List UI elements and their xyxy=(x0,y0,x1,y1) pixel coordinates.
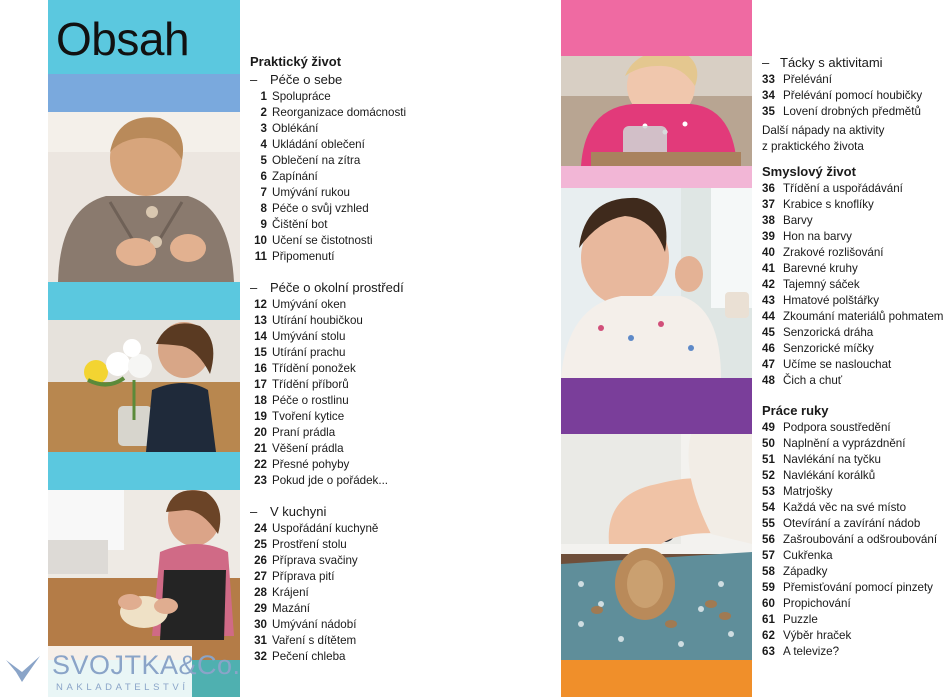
toc-entry-number: 9 xyxy=(260,218,267,231)
toc-entry xyxy=(762,580,946,596)
toc-entry xyxy=(250,585,550,601)
group-heading-kitchen: – V kuchyni xyxy=(250,504,327,519)
photo-child-nutcracker xyxy=(561,434,752,660)
toc-entry-label: Třídění a uspořádávání xyxy=(783,182,903,195)
toc-entry xyxy=(762,72,946,88)
toc-entry-label: Naplnění a vyprázdnění xyxy=(783,437,906,450)
toc-entry-label: Věšení prádla xyxy=(272,442,344,455)
toc-entry-label: Umývání stolu xyxy=(272,330,346,343)
toc-entry xyxy=(250,201,550,217)
toc-group-self-care xyxy=(250,89,550,265)
toc-entry-number: 5 xyxy=(260,154,267,167)
toc-entry xyxy=(762,484,946,500)
toc-entry-label: Barevné kruhy xyxy=(783,262,858,275)
toc-entry-number: 18 xyxy=(254,394,267,407)
toc-entry-number: 25 xyxy=(254,538,267,551)
toc-entry-number: 38 xyxy=(762,214,775,227)
toc-entry-number: 48 xyxy=(762,374,775,387)
toc-entry-number: 59 xyxy=(762,581,775,594)
toc-entry xyxy=(762,596,946,612)
toc-entry-label: Cukřenka xyxy=(783,549,833,562)
toc-entry xyxy=(762,309,946,325)
toc-entry-number: 61 xyxy=(762,613,775,626)
toc-entry xyxy=(762,325,946,341)
cyan-band-2 xyxy=(48,452,240,490)
publisher-tagline: NAKLADATELSTVÍ xyxy=(56,682,189,693)
toc-entry-number: 43 xyxy=(762,294,775,307)
toc-entry-label: Senzorická dráha xyxy=(783,326,874,339)
blue-band xyxy=(48,74,240,112)
toc-entry-label: Péče o rostlinu xyxy=(272,394,349,407)
toc-entry xyxy=(250,537,550,553)
toc-entry xyxy=(762,612,946,628)
toc-entry-label: Třídění příborů xyxy=(272,378,349,391)
toc-entry xyxy=(250,137,550,153)
toc-entry-number: 49 xyxy=(762,421,775,434)
toc-entry xyxy=(762,88,946,104)
toc-entry-number: 7 xyxy=(260,186,267,199)
toc-entry-number: 56 xyxy=(762,533,775,546)
toc-entry-number: 31 xyxy=(254,634,267,647)
toc-entry xyxy=(250,521,550,537)
toc-entry-label: Každá věc na své místo xyxy=(783,501,907,514)
toc-entry-label: Utírání prachu xyxy=(272,346,346,359)
toc-entry-label: Péče o svůj vzhled xyxy=(272,202,369,215)
toc-entry xyxy=(762,373,946,389)
toc-entry-label: Puzzle xyxy=(783,613,818,626)
toc-entry-number: 50 xyxy=(762,437,775,450)
toc-entry-number: 12 xyxy=(254,298,267,311)
toc-entry-label: Podpora soustředění xyxy=(783,421,891,434)
toc-entry-label: Vaření s dítětem xyxy=(272,634,357,647)
toc-entry-number: 22 xyxy=(254,458,267,471)
toc-group-activity-trays xyxy=(762,72,946,120)
toc-entry-number: 63 xyxy=(762,645,775,658)
toc-entry-number: 62 xyxy=(762,629,775,642)
toc-entry-label: Barvy xyxy=(783,214,813,227)
toc-entry-label: Oblečení na zítra xyxy=(272,154,361,167)
toc-entry-number: 27 xyxy=(254,570,267,583)
toc-entry xyxy=(762,420,946,436)
toc-entry xyxy=(762,564,946,580)
toc-entry-label: Přesné pohyby xyxy=(272,458,350,471)
photo-child-flowers xyxy=(48,320,240,452)
photo-child-dough xyxy=(48,490,240,660)
swallow-logo-icon xyxy=(4,654,42,684)
toc-entry-label: Praní prádla xyxy=(272,426,336,439)
toc-entry-label: Zrakové rozlišování xyxy=(783,246,884,259)
toc-entry-label: Západky xyxy=(783,565,828,578)
toc-entry-number: 51 xyxy=(762,453,775,466)
toc-entry-label: Propichování xyxy=(783,597,851,610)
toc-entry-number: 40 xyxy=(762,246,775,259)
toc-entry-number: 8 xyxy=(260,202,267,215)
toc-entry xyxy=(762,468,946,484)
toc-entry xyxy=(250,457,550,473)
orange-band xyxy=(561,660,752,697)
toc-entry-number: 20 xyxy=(254,426,267,439)
toc-entry-number: 16 xyxy=(254,362,267,375)
toc-entry-number: 39 xyxy=(762,230,775,243)
toc-entry-label: Připomenutí xyxy=(272,250,335,263)
toc-entry-number: 46 xyxy=(762,342,775,355)
toc-entry-label: Pečení chleba xyxy=(272,650,346,663)
right-toc-column xyxy=(762,54,946,660)
purple-band xyxy=(561,378,752,434)
toc-entry-label: Zapínání xyxy=(272,170,318,183)
note-more-ideas-line2: z praktického života xyxy=(762,140,864,153)
toc-group-hand-work xyxy=(762,420,946,660)
toc-entry-number: 53 xyxy=(762,485,775,498)
toc-entry xyxy=(762,229,946,245)
toc-entry-label: Matrjošky xyxy=(783,485,833,498)
toc-entry xyxy=(250,249,550,265)
publisher-logo xyxy=(0,646,241,697)
group-heading-environment-care: – Péče o okolní prostředí xyxy=(250,280,404,295)
toc-entry-number: 6 xyxy=(260,170,267,183)
toc-entry-label: Navlékání na tyčku xyxy=(783,453,881,466)
toc-entry xyxy=(250,121,550,137)
toc-entry-number: 28 xyxy=(254,586,267,599)
toc-entry xyxy=(250,569,550,585)
light-pink-band xyxy=(561,166,752,188)
toc-entry xyxy=(762,436,946,452)
photo-child-buttoning xyxy=(48,112,240,282)
toc-entry xyxy=(250,553,550,569)
toc-entry-label: Hmatové polštářky xyxy=(783,294,880,307)
toc-entry-number: 57 xyxy=(762,549,775,562)
toc-entry-label: Navlékání korálků xyxy=(783,469,876,482)
toc-entry-label: Umývání oken xyxy=(272,298,347,311)
toc-entry xyxy=(762,516,946,532)
toc-entry-number: 29 xyxy=(254,602,267,615)
toc-entry xyxy=(762,644,946,660)
toc-entry-label: A televize? xyxy=(783,645,840,658)
toc-entry-number: 41 xyxy=(762,262,775,275)
toc-entry-label: Umývání rukou xyxy=(272,186,350,199)
toc-entry xyxy=(762,261,946,277)
toc-entry-number: 60 xyxy=(762,597,775,610)
toc-entry xyxy=(762,104,946,120)
toc-entry xyxy=(762,628,946,644)
toc-entry-label: Zkoumání materiálů pohmatem xyxy=(783,310,944,323)
toc-entry-label: Čich a chuť xyxy=(783,374,843,387)
toc-entry-label: Tajemný sáček xyxy=(783,278,860,291)
toc-entry-number: 42 xyxy=(762,278,775,291)
toc-entry xyxy=(250,425,550,441)
toc-group-sensory-life xyxy=(762,181,946,389)
toc-entry xyxy=(762,181,946,197)
toc-entry-label: Příprava svačiny xyxy=(272,554,358,567)
toc-entry xyxy=(250,649,550,665)
toc-entry-number: 47 xyxy=(762,358,775,371)
toc-entry-label: Senzorické míčky xyxy=(783,342,874,355)
toc-entry xyxy=(762,197,946,213)
toc-entry-label: Mazání xyxy=(272,602,311,615)
toc-entry xyxy=(250,393,550,409)
toc-entry-number: 1 xyxy=(260,90,267,103)
toc-entry-label: Přelévání xyxy=(783,73,832,86)
toc-entry xyxy=(762,357,946,373)
toc-entry-label: Zašroubování a odšroubování xyxy=(783,533,938,546)
toc-entry-label: Utírání houbičkou xyxy=(272,314,363,327)
toc-entry-label: Krájení xyxy=(272,586,309,599)
toc-entry-number: 44 xyxy=(762,310,775,323)
section-heading-hand-work: Práce ruky xyxy=(762,403,829,418)
toc-entry-number: 33 xyxy=(762,73,775,86)
toc-entry-label: Reorganizace domácnosti xyxy=(272,106,407,119)
toc-entry-number: 10 xyxy=(254,234,267,247)
toc-entry xyxy=(250,105,550,121)
toc-entry-label: Otevírání a zavírání nádob xyxy=(783,517,921,530)
toc-entry-label: Třídění ponožek xyxy=(272,362,356,375)
toc-entry-number: 34 xyxy=(762,89,775,102)
toc-entry-label: Pokud jde o pořádek... xyxy=(272,474,389,487)
toc-entry-label: Spolupráce xyxy=(272,90,331,103)
toc-entry xyxy=(762,245,946,261)
toc-entry-label: Výběr hraček xyxy=(783,629,852,642)
toc-entry-label: Oblékání xyxy=(272,122,319,135)
toc-entry-number: 23 xyxy=(254,474,267,487)
group-heading-activity-trays: – Tácky s aktivitami xyxy=(762,55,883,70)
toc-entry xyxy=(250,633,550,649)
section-heading-practical-life: Praktický život xyxy=(250,54,342,69)
toc-entry-label: Lovení drobných předmětů xyxy=(783,105,921,118)
toc-entry-number: 36 xyxy=(762,182,775,195)
toc-entry-number: 4 xyxy=(260,138,267,151)
toc-entry-label: Tvoření kytice xyxy=(272,410,345,423)
toc-entry-label: Prostření stolu xyxy=(272,538,347,551)
toc-entry xyxy=(250,217,550,233)
toc-entry xyxy=(250,89,550,105)
toc-entry xyxy=(250,441,550,457)
toc-entry-number: 17 xyxy=(254,378,267,391)
toc-entry-number: 35 xyxy=(762,105,775,118)
toc-entry xyxy=(762,532,946,548)
toc-entry-number: 52 xyxy=(762,469,775,482)
toc-entry-label: Umývání nádobí xyxy=(272,618,357,631)
toc-entry-number: 26 xyxy=(254,554,267,567)
toc-entry-number: 55 xyxy=(762,517,775,530)
toc-entry xyxy=(250,409,550,425)
toc-entry-number: 54 xyxy=(762,501,775,514)
toc-entry-label: Ukládání oblečení xyxy=(272,138,365,151)
toc-entry-number: 14 xyxy=(254,330,267,343)
toc-entry-label: Hon na barvy xyxy=(783,230,852,243)
toc-entry-number: 11 xyxy=(254,250,267,263)
toc-entry xyxy=(250,313,550,329)
toc-entry xyxy=(250,473,550,489)
toc-entry xyxy=(250,169,550,185)
toc-entry xyxy=(250,185,550,201)
toc-group-kitchen xyxy=(250,521,550,665)
toc-entry xyxy=(762,548,946,564)
toc-entry-number: 21 xyxy=(254,442,267,455)
toc-entry xyxy=(762,500,946,516)
toc-entry-number: 15 xyxy=(254,346,267,359)
toc-entry-label: Učení se čistotnosti xyxy=(272,234,373,247)
cyan-band xyxy=(48,282,240,320)
toc-entry-number: 32 xyxy=(254,650,267,663)
toc-entry xyxy=(250,329,550,345)
toc-entry-label: Učíme se naslouchat xyxy=(783,358,892,371)
toc-entry xyxy=(762,341,946,357)
toc-entry xyxy=(250,297,550,313)
toc-entry xyxy=(250,345,550,361)
toc-entry-label: Příprava pití xyxy=(272,570,335,583)
toc-entry-number: 30 xyxy=(254,618,267,631)
pink-band xyxy=(561,0,752,56)
toc-entry-number: 24 xyxy=(254,522,267,535)
photo-child-tasting xyxy=(561,188,752,378)
toc-entry-number: 45 xyxy=(762,326,775,339)
note-more-ideas-line1: Další nápady na aktivity xyxy=(762,124,885,137)
publisher-name: SVOJTKA&Co. xyxy=(52,650,241,680)
toc-entry xyxy=(250,153,550,169)
section-heading-sensory-life: Smyslový život xyxy=(762,164,856,179)
left-toc-column xyxy=(250,53,550,665)
toc-entry-number: 58 xyxy=(762,565,775,578)
toc-entry xyxy=(762,213,946,229)
toc-entry xyxy=(762,452,946,468)
group-heading-self-care: – Péče o sebe xyxy=(250,72,343,87)
page-title: Obsah xyxy=(56,13,190,65)
toc-entry-number: 3 xyxy=(260,122,267,135)
toc-entry-number: 37 xyxy=(762,198,775,211)
toc-entry xyxy=(250,377,550,393)
toc-entry-number: 13 xyxy=(254,314,267,327)
toc-entry-label: Krabice s knoflíky xyxy=(783,198,874,211)
toc-entry xyxy=(762,277,946,293)
toc-entry xyxy=(250,361,550,377)
toc-entry-number: 19 xyxy=(254,410,267,423)
toc-entry-label: Uspořádání kuchyně xyxy=(272,522,379,535)
photo-child-pouring xyxy=(561,56,752,166)
toc-entry-label: Přelévání pomocí houbičky xyxy=(783,89,923,102)
toc-group-environment-care xyxy=(250,297,550,489)
toc-entry-label: Čištění bot xyxy=(272,218,328,231)
toc-entry xyxy=(250,617,550,633)
toc-entry xyxy=(250,601,550,617)
toc-entry xyxy=(250,233,550,249)
toc-entry-label: Přemisťování pomocí pinzety xyxy=(783,581,933,594)
toc-entry-number: 2 xyxy=(260,106,267,119)
toc-entry xyxy=(762,293,946,309)
